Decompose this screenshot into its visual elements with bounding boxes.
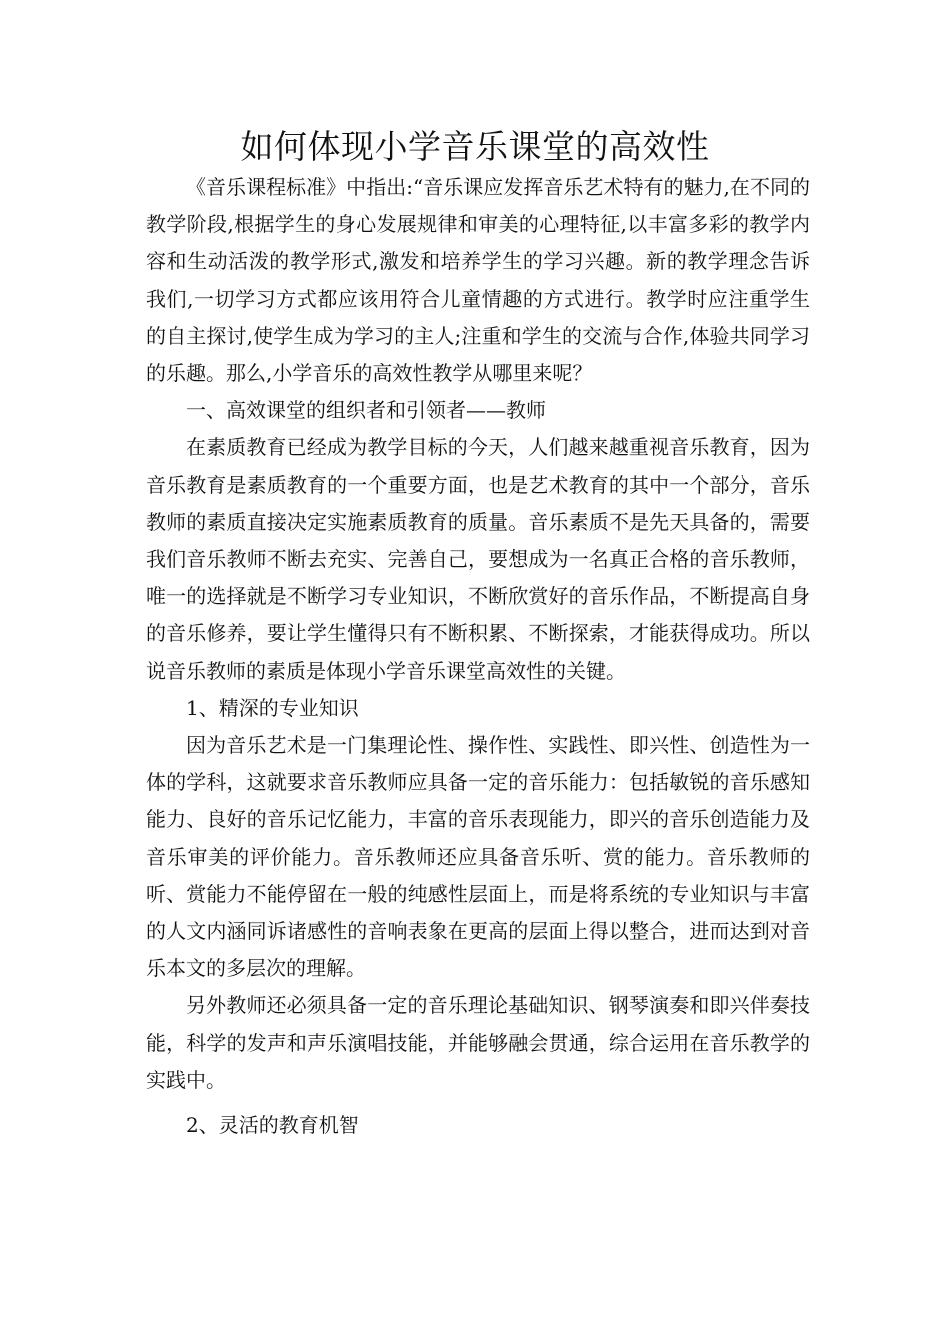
intro-paragraph: 《音乐课程标准》中指出:“音乐课应发挥音乐艺术特有的魅力,在不同的教学阶段,根据学生的身心发展规律和审美的心理特征,以丰富多彩的教学内容和生动活泼的教学形式,激发和培养学生的学习兴趣。新的教学理念告诉我们,一切学习方式都应该用符合儿童情趣的方式进行。教学时应注重学生的自主探讨,使学生成为学习的主人;注重和学生的交流与合作,体验共同学习的乐趣。那么,小学音乐的高效性教学从哪里来呢？ xyxy=(146,175,810,386)
subheading-professional-knowledge: 1、精深的专业知识 xyxy=(186,695,359,720)
skills-paragraph: 另外教师还必须具备一定的音乐理论基础知识、钢琴演奏和即兴伴奏技能，科学的发声和声乐演唱技能，并能够融会贯通，综合运用在音乐教学的实践中。 xyxy=(146,993,810,1092)
teacher-quality-paragraph: 在素质教育已经成为教学目标的今天，人们越来越重视音乐教育，因为音乐教育是素质教育的一个重要方面，也是艺术教育的其中一个部分，音乐教师的素质直接决定实施素质教育的质量。音乐素质不是先天具备的，需要我们音乐教师不断去充实、完善自己，要想成为一名真正合格的音乐教师，唯一的选择就是不断学习专业知识，不断欣赏好的音乐作品，不断提高自身的音乐修养，要让学生懂得只有不断积累、不断探索，才能获得成功。所以说音乐教师的素质是体现小学音乐课堂高效性的关键。 xyxy=(146,435,810,683)
paragraph-spacer xyxy=(146,1099,810,1107)
document-body xyxy=(146,169,810,1144)
subheading-teaching-wit: 2、灵活的教育机智 xyxy=(186,1113,359,1138)
section-heading-teacher: 一、高效课堂的组织者和引领者——教师 xyxy=(186,398,546,423)
document-title: 如何体现小学音乐课堂的高效性 xyxy=(240,127,710,166)
professional-knowledge-paragraph: 因为音乐艺术是一门集理论性、操作性、实践性、即兴性、创造性为一体的学科，这就要求音乐教师应具备一定的音乐能力：包括敏锐的音乐感知能力、良好的音乐记忆能力，丰富的音乐表现能力，即兴的音乐创造能力及音乐审美的评价能力。音乐教师还应具备音乐听、赏的能力。音乐教师的听、赏能力不能停留在一般的纯感性层面上，而是将系统的专业知识与丰富的人文内涵同诉诸感性的音响表象在更高的层面上得以整合，进而达到对音乐本文的多层次的理解。 xyxy=(146,733,810,981)
